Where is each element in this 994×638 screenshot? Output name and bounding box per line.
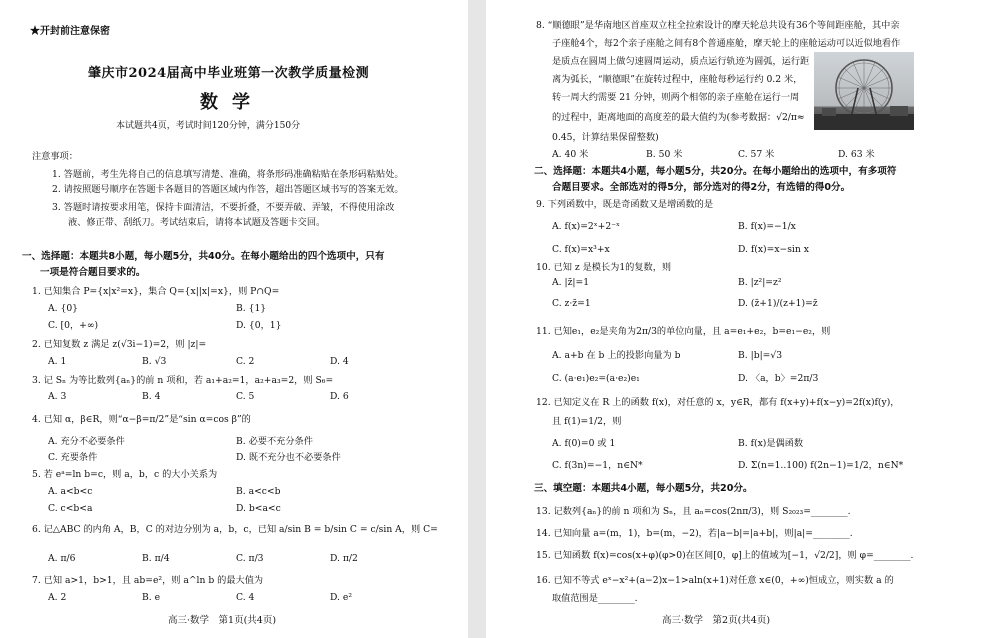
option-9a: A. f(x)=2ˣ+2⁻ˣ (552, 221, 620, 232)
option-11d: D. 〈a，b〉=2π/3 (738, 373, 819, 384)
exam-page-1 (0, 0, 468, 638)
notice-item: 3. 答题时请按要求用笔，保持卡面清洁，不要折叠，不要弄破、弄皱，不得使用涂改 (52, 202, 395, 213)
option-11c: C. (a·e₁)e₂=(a·e₂)e₁ (552, 373, 640, 384)
option-10b: B. |z²|=z² (738, 277, 782, 288)
confidential-label: ★开封前注意保密 (30, 26, 110, 37)
question-8-line: 是质点在圆周上做匀速圆周运动，质点运行轨迹为圆弧，运行距 (552, 56, 810, 67)
question-8-line: 的过程中，距离地面的高度差的最大值约为(参考数据：√2/π≈ (552, 112, 805, 123)
option-10a: A. |z̄|=1 (552, 277, 590, 288)
option-9b: B. f(x)=−1/x (738, 221, 796, 232)
option-3d: D. 6 (330, 391, 349, 402)
question-1: 1. 已知集合 P={x|x²=x}，集合 Q={x||x|=x}，则 P∩Q= (32, 286, 280, 297)
question-6: 6. 记△ABC 的内角 A，B，C 的对边分别为 a，b，c，已知 a/sin B = b/sin C = c/sin A，则 C= (32, 524, 438, 535)
option-7d: D. e² (330, 592, 352, 603)
option-1c: C. [0，+∞) (48, 320, 99, 331)
question-8-line: 8. “顺德眼”是华南地区首座双立柱全拉索设计的摩天轮总共设有36个等间距座舱，其中亲 (536, 20, 900, 31)
question-5: 5. 若 eᵃ=ln b=c，则 a，b，c 的大小关系为 (32, 469, 218, 480)
option-6d: D. π/2 (330, 553, 358, 564)
page-footer: 高三·数学 第1页(共4页) (168, 615, 277, 626)
notice-heading: 注意事项： (32, 151, 78, 162)
option-12b: B. f(x)是偶函数 (738, 438, 804, 449)
option-12d: D. Σ(n=1..100) f(2n−1)=1/2，n∈N* (738, 460, 904, 471)
option-1b: B. {1} (236, 303, 267, 314)
option-9d: D. f(x)=x−sin x (738, 244, 809, 255)
question-4: 4. 已知 α，β∈R，则“α−β=π/2”是“sin α=cos β”的 (32, 414, 251, 425)
option-4c: C. 充要条件 (48, 452, 98, 463)
option-2a: A. 1 (48, 356, 67, 367)
question-8-line: 转一周大约需要 21 分钟，则两个相邻的亲子座舱在运行一周 (552, 92, 800, 103)
question-12-cont: 且 f(1)=1/2，则 (552, 416, 622, 427)
notice-item: 2. 请按照题号顺序在答题卡各题目的答题区域内作答，超出答题区域书写的答案无效。 (52, 184, 404, 195)
question-2: 2. 已知复数 z 满足 z(√3i−1)=2，则 |z|= (32, 339, 207, 350)
section2-heading-cont: 合题目要求。全部选对的得5分，部分选对的得2分，有选错的得0分。 (552, 182, 851, 193)
question-13: 13. 记数列{aₙ}的前 n 项和为 Sₙ，且 aₙ=cos(2nπ/3)，则 S₂₀₂₃=________. (536, 506, 851, 517)
option-10c: C. z·z̄=1 (552, 298, 591, 309)
option-8a: A. 40 米 (552, 149, 589, 160)
ferris-wheel-photo (814, 52, 914, 130)
section3-heading: 三、填空题：本题共4小题，每小题5分，共20分。 (534, 483, 753, 494)
section1-heading: 一、选择题：本题共8小题，每小题5分，共40分。在每小题给出的四个选项中，只有 (22, 251, 385, 262)
notice-item: 1. 答题前，考生先将自己的信息填写清楚、准确，将条形码准确粘贴在条形码粘贴处。 (52, 169, 404, 180)
option-6b: B. π/4 (142, 553, 170, 564)
option-5b: B. a<c<b (236, 486, 281, 497)
exam-title: 肇庆市2024届高中毕业班第一次教学质量检测 (88, 66, 370, 81)
question-12: 12. 已知定义在 R 上的函数 f(x)，对任意的 x，y∈R，都有 f(x+y)+f(x−y)=2f(x)f(y)， (536, 397, 900, 408)
option-4a: A. 充分不必要条件 (48, 436, 125, 447)
option-5c: C. c<b<a (48, 503, 93, 514)
page-footer: 高三·数学 第2页(共4页) (662, 615, 771, 626)
subject-heading: 数学 (200, 92, 264, 113)
question-15: 15. 已知函数 f(x)=cos(x+φ)(φ>0)在区间[0，φ]上的值域为[−1，√2/2]，则 φ=________. (536, 550, 914, 561)
option-1d: D. {0，1} (236, 320, 282, 331)
option-8d: D. 63 米 (838, 149, 875, 160)
option-2c: C. 2 (236, 356, 255, 367)
option-10d: D. (z̄+1)/(z+1)=z̄ (738, 298, 818, 309)
option-7c: C. 4 (236, 592, 255, 603)
section1-heading-cont: 一项是符合题目要求的。 (40, 267, 146, 278)
ferris-wheel-icon (814, 52, 914, 130)
option-8c: C. 57 米 (738, 149, 775, 160)
question-8-line: 0.45，计算结果保留整数) (552, 132, 659, 143)
option-4d: D. 既不充分也不必要条件 (236, 452, 341, 463)
option-3c: C. 5 (236, 391, 255, 402)
option-4b: B. 必要不充分条件 (236, 436, 313, 447)
option-5a: A. a<b<c (48, 486, 93, 497)
question-10: 10. 已知 z 是模长为1的复数，则 (536, 262, 672, 273)
option-3a: A. 3 (48, 391, 67, 402)
option-12a: A. f(0)=0 或 1 (552, 438, 616, 449)
question-8-line: 离为弧长，“顺德眼”在旋转过程中，座舱每秒运行约 0.2 米， (552, 74, 803, 85)
question-16: 16. 已知不等式 eˣ−x²+(a−2)x−1>aln(x+1)对任意 x∈(0，+∞)恒成立，则实数 a 的 (536, 575, 894, 586)
option-2d: D. 4 (330, 356, 349, 367)
exam-info: 本试题共4页，考试时间120分钟，满分150分 (116, 121, 301, 131)
option-5d: D. b<a<c (236, 503, 281, 514)
option-2b: B. √3 (142, 356, 167, 367)
option-11b: B. |b|=√3 (738, 350, 783, 361)
option-7a: A. 2 (48, 592, 67, 603)
question-14: 14. 已知向量 a=(m，1)，b=(m，−2)，若|a−b|=|a+b|，则|a|=________. (536, 528, 853, 539)
option-7b: B. e (142, 592, 161, 603)
option-9c: C. f(x)=x³+x (552, 244, 610, 255)
option-1a: A. {0} (48, 303, 79, 314)
question-9: 9. 下列函数中，既是奇函数又是增函数的是 (536, 199, 714, 210)
question-16-cont: 取值范围是________. (552, 593, 638, 604)
notice-item: 液、修正带、刮纸刀。考试结束后，请将本试题及答题卡交回。 (68, 217, 326, 228)
exam-page-2 (486, 0, 994, 638)
option-12c: C. f(3n)=−1，n∈N* (552, 460, 643, 471)
option-6a: A. π/6 (48, 553, 76, 564)
question-8-line: 子座舱4个，每2个亲子座舱之间有8个普通座舱，摩天轮上的座舱运动可以近似地看作 (552, 38, 901, 49)
section2-heading: 二、选择题：本题共4小题，每小题5分，共20分。在每小题给出的选项中，有多项符 (534, 166, 897, 177)
option-6c: C. π/3 (236, 553, 264, 564)
question-3: 3. 记 Sₙ 为等比数列{aₙ}的前 n 项和，若 a₁+a₂=1，a₂+a₃=2，则 S₆= (32, 375, 334, 386)
question-7: 7. 已知 a>1，b>1，且 ab=e²，则 a^ln b 的最大值为 (32, 575, 264, 586)
option-11a: A. a+b 在 b 上的投影向量为 b (552, 350, 681, 361)
question-11: 11. 已知e₁，e₂是夹角为2π/3的单位向量，且 a=e₁+e₂，b=e₁−e₂，则 (536, 326, 831, 337)
option-8b: B. 50 米 (646, 149, 683, 160)
option-3b: B. 4 (142, 391, 161, 402)
